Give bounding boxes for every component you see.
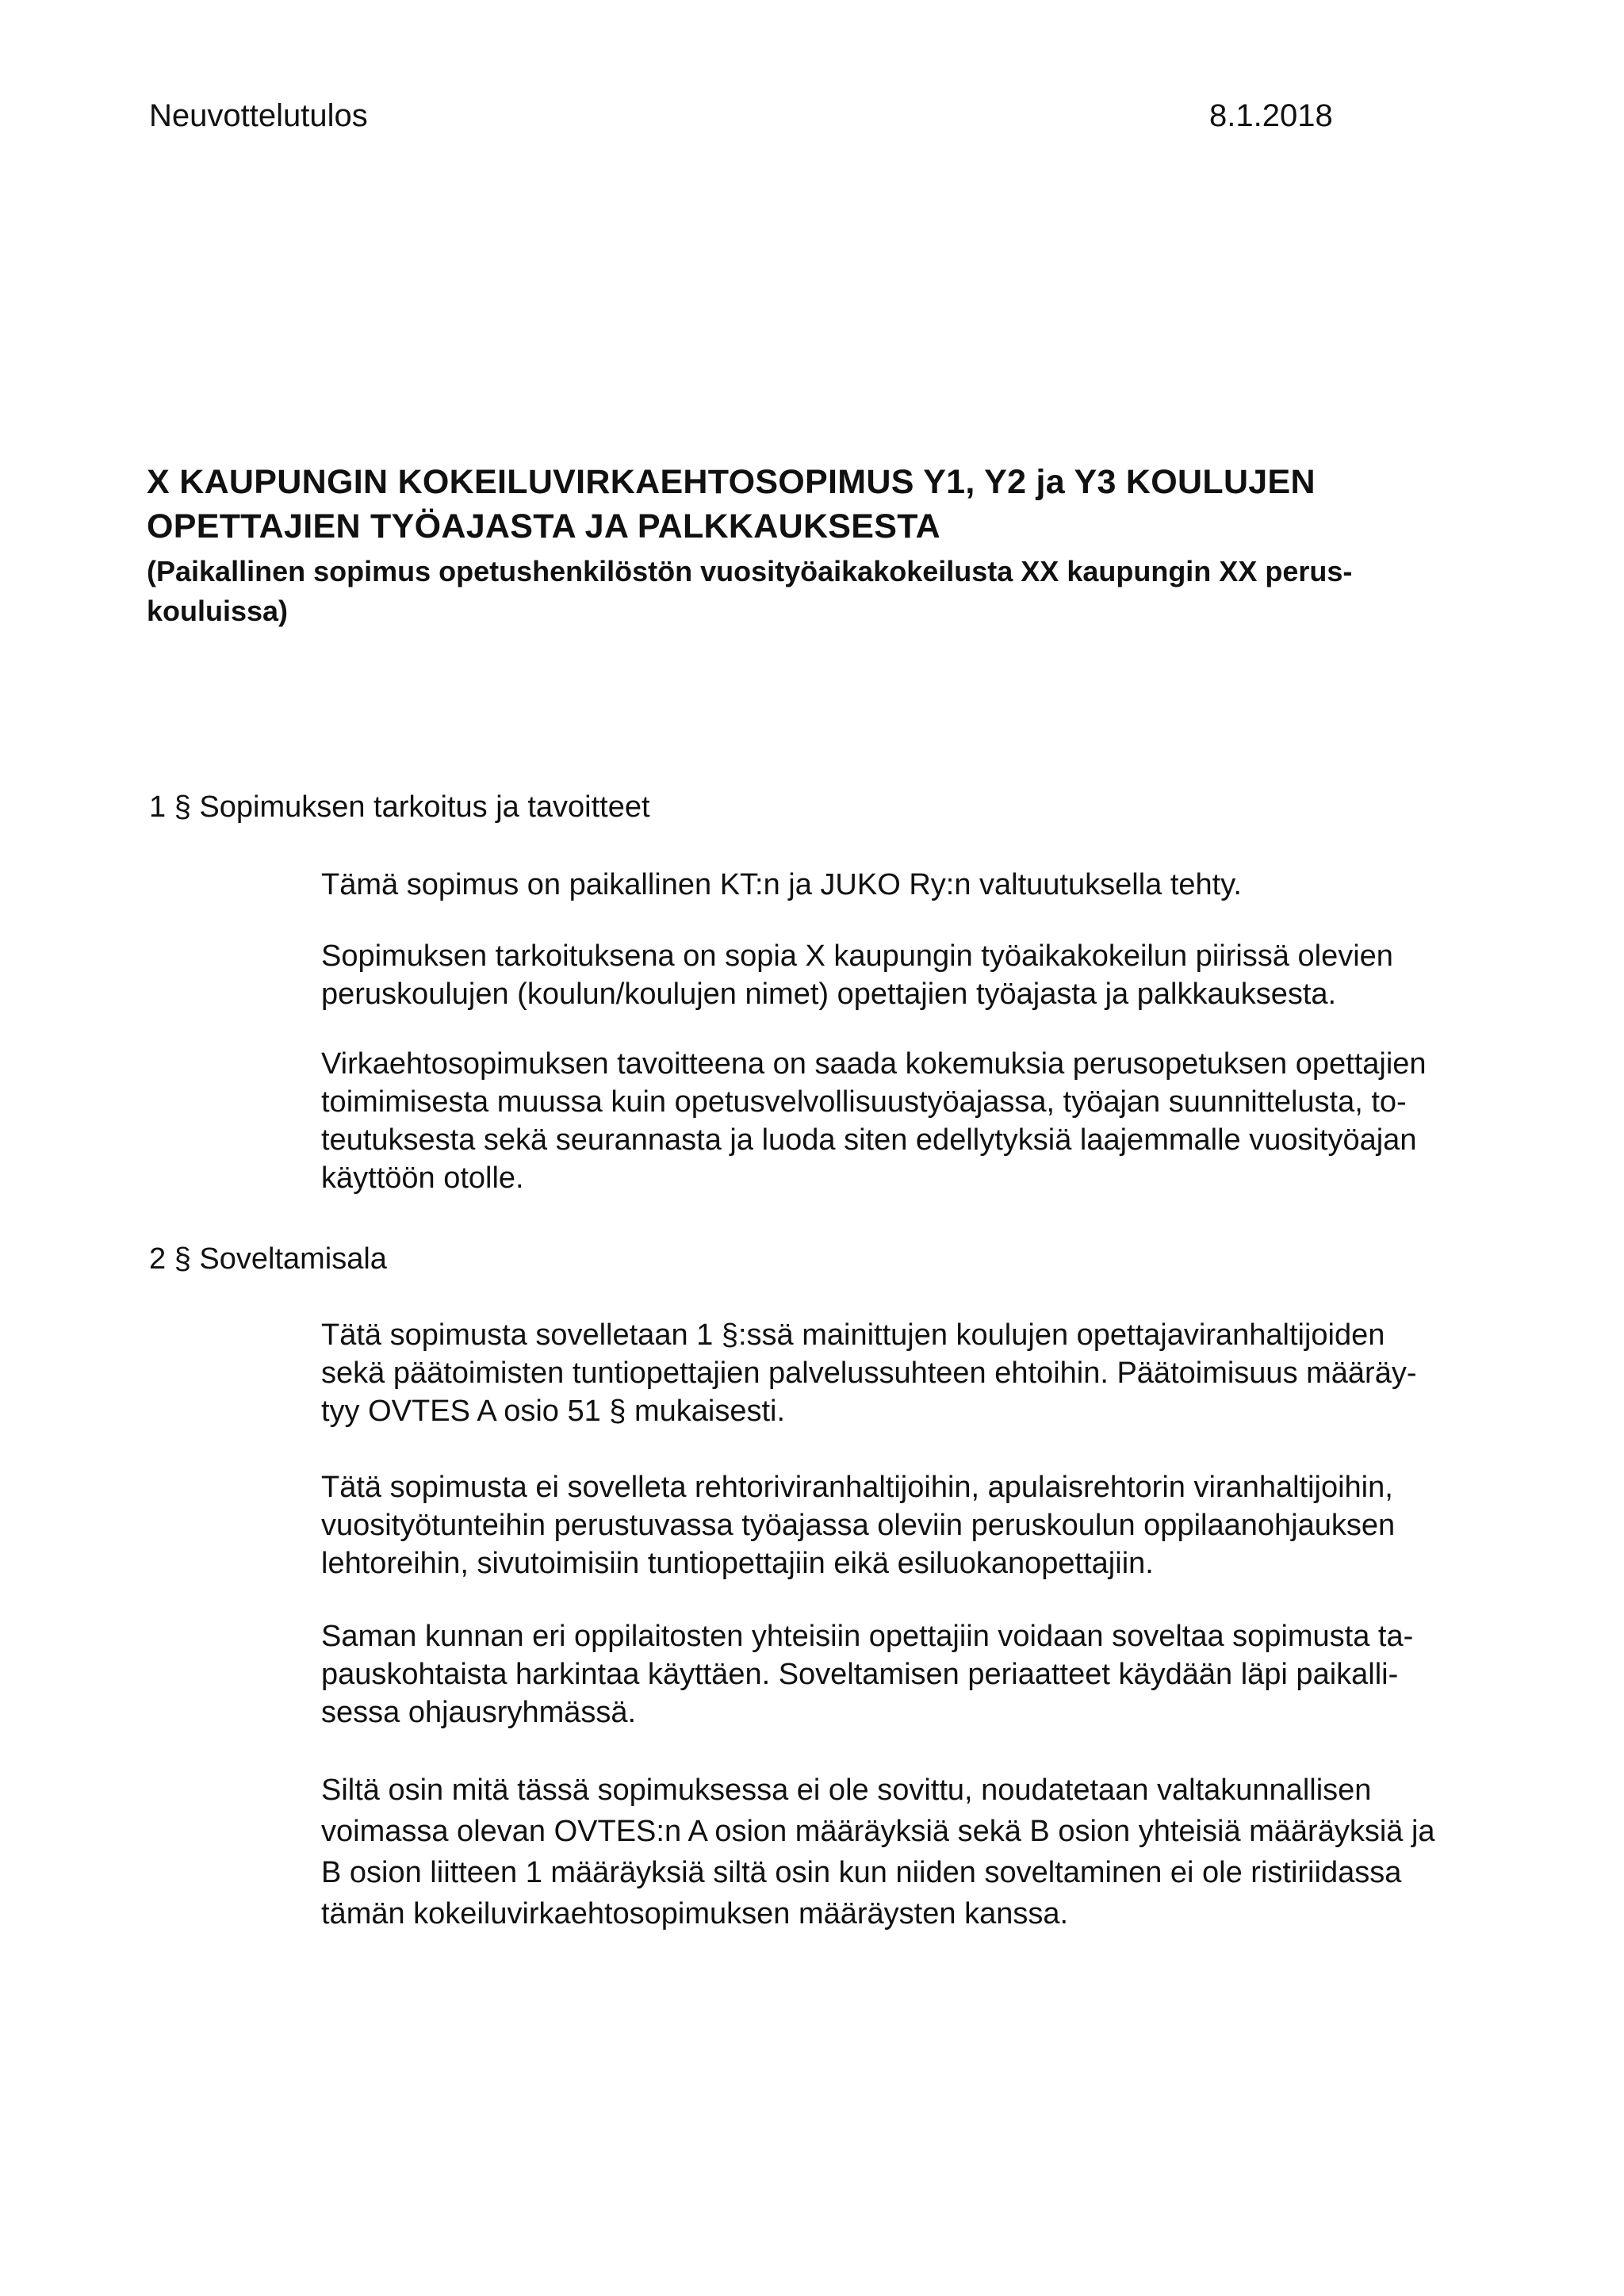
paragraph [321,937,1558,1013]
paragraph [321,866,1558,904]
paragraph [321,1770,1558,1934]
paragraph-line: käyttöön otolle. [321,1161,524,1195]
paragraph-line: Saman kunnan eri oppilaitosten yhteisiin opettajiin voidaan soveltaa sopimusta ta- [321,1620,1414,1653]
paragraph-line: Siltä osin mitä tässä sopimuksessa ei ole sovittu, noudatetaan valtakunnallisen [321,1774,1372,1807]
paragraph-line: teutuksesta sekä seurannasta ja luoda siten edellytyksiä laajemmalle vuosityöajan [321,1123,1417,1157]
paragraph-line: pauskohtaista harkintaa käyttäen. Soveltamisen periaatteet käydään läpi paikalli- [321,1658,1399,1691]
paragraph-line: tämän kokeiluvirkaehtosopimuksen määräysten kanssa. [321,1897,1069,1931]
paragraph-line: tyy OVTES A osio 51 § mukaisesti. [321,1395,786,1428]
paragraph-line: Tämä sopimus on paikallinen KT:n ja JUKO Ry:n valtuutuksella tehty. [321,868,1242,901]
paragraph [321,1316,1558,1430]
subtitle-line-2: kouluissa) [147,595,289,627]
paragraph [321,1617,1558,1732]
title-block [147,460,1542,631]
paragraph [321,1045,1558,1197]
paragraph-line: toimimisesta muussa kuin opetusvelvollisuustyöajassa, työajan suunnittelusta, to- [321,1085,1407,1119]
subtitle-line-1: (Paikallinen sopimus opetushenkilöstön vuosityöaikakokeilusta XX kaupungin XX perus- [147,555,1353,587]
document-subtitle [147,552,1542,631]
paragraph-line: lehtoreihin, sivutoimisiin tuntiopettajiin eikä esiluokanopettajiin. [321,1547,1154,1580]
paragraph-line: vuosityötunteihin perustuvassa työajassa oleviin peruskoulun oppilaanohjauksen [321,1509,1396,1542]
paragraph [321,1468,1558,1582]
paragraph-line: sessa ohjausryhmässä. [321,1696,637,1729]
section-heading-2: 2 § Soveltamisala [149,1242,387,1276]
document-label: Neuvottelutulos [149,98,368,133]
paragraph-line: Virkaehtosopimuksen tavoitteena on saada kokemuksia perusopetuksen opettajien [321,1047,1427,1081]
paragraph-line: Sopimuksen tarkoituksena on sopia X kaupungin työaikakokeilun piirissä olevien [321,939,1393,973]
document-date: 8.1.2018 [1209,98,1333,133]
paragraph-line: B osion liitteen 1 määräyksiä siltä osin kun niiden soveltaminen ei ole ristiriidassa [321,1856,1402,1889]
paragraph-line: sekä päätoimisten tuntiopettajien palvelussuhteen ehtoihin. Päätoimisuus määräy- [321,1357,1417,1390]
document-title-line-1: X KAUPUNGIN KOKEILUVIRKAEHTOSOPIMUS Y1, Y2 ja Y3 KOULUJEN [147,463,1316,501]
document-title-line-2: OPETTAJIEN TYÖAJASTA JA PALKKAUKSESTA [147,507,940,545]
section-heading-1: 1 § Sopimuksen tarkoitus ja tavoitteet [149,790,650,824]
paragraph-line: Tätä sopimusta ei sovelleta rehtoriviranhaltijoihin, apulaisrehtorin viranhaltijoihin, [321,1471,1393,1504]
paragraph-line: Tätä sopimusta sovelletaan 1 §:ssä mainittujen koulujen opettajaviranhaltijoiden [321,1318,1385,1352]
paragraph-line: peruskoulujen (koulun/koulujen nimet) opettajien työajasta ja palkkauksesta. [321,978,1337,1011]
paragraph-line: voimassa olevan OVTES:n A osion määräyksiä sekä B osion yhteisiä määräyksiä ja [321,1815,1435,1848]
